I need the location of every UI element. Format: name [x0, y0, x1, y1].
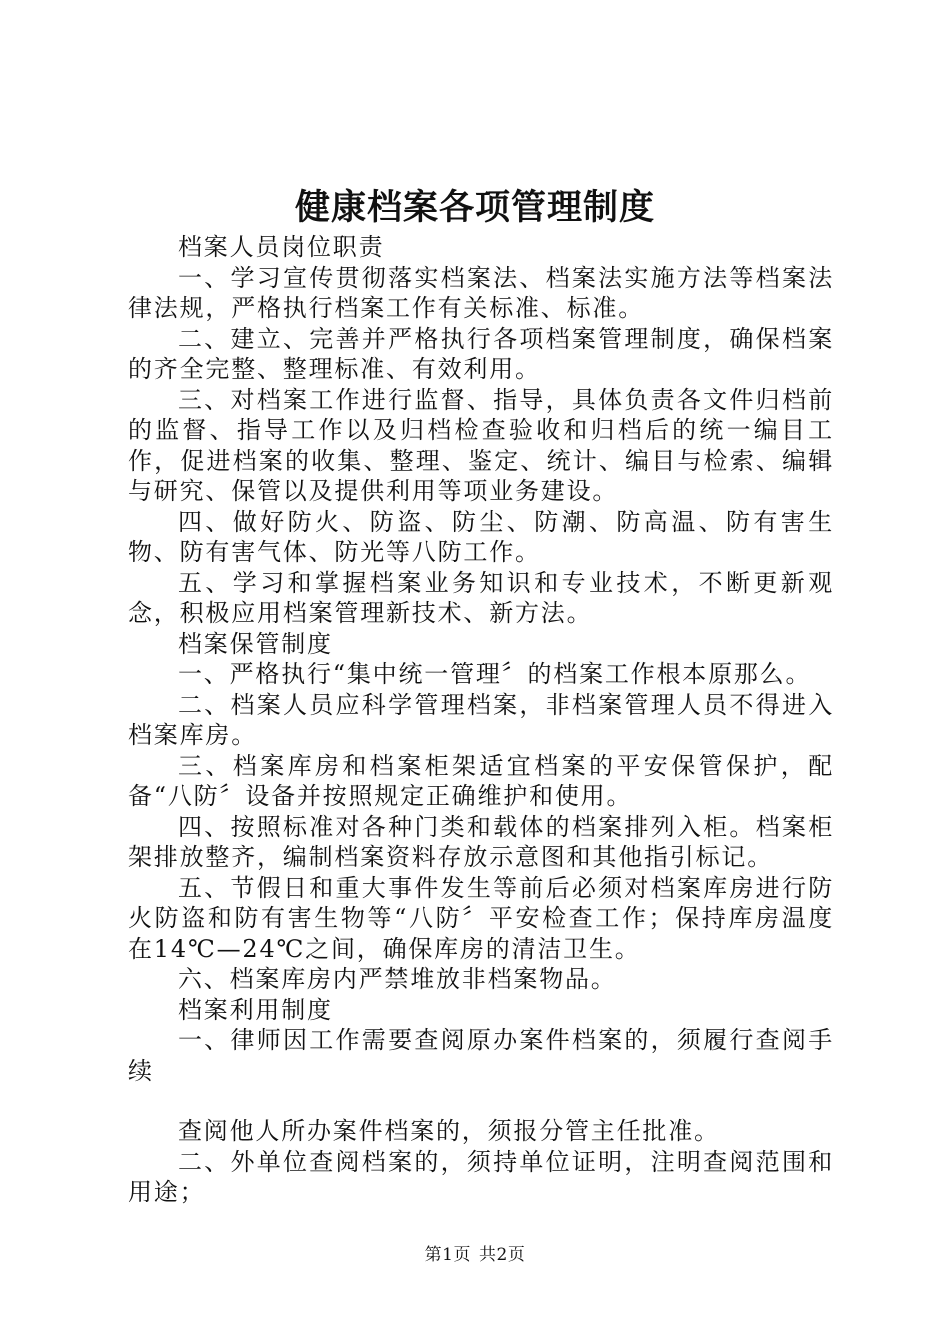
document-title: 健康档案各项管理制度	[294, 187, 655, 228]
paragraph: 二、档案人员应科学管理档案，非档案管理人员不得进入档案库房。	[128, 690, 834, 749]
section-heading: 档案保管制度	[178, 629, 333, 658]
paragraph: 三、对档案工作进行监督、指导，具体负责各文件归档前的监督、指导工作以及归档检查验收和归档后的统一编目工作，促进档案的收集、整理、鉴定、统计、编目与检索、编辑与研究、保管以及提供利用等项业务建设。	[128, 385, 834, 505]
paragraph: 一、律师因工作需要查阅原办案件档案的，须履行查阅手续	[128, 1026, 834, 1085]
page-number: 第1页	[424, 1245, 471, 1265]
paragraph: 一、学习宣传贯彻落实档案法、档案法实施方法等档案法律法规，严格执行档案工作有关标准、标准。	[128, 263, 834, 322]
section-heading: 档案利用制度	[178, 995, 333, 1024]
paragraph: 一、严格执行“集中统一管理〞的档案工作根本原那么。	[178, 660, 812, 688]
document-body	[128, 232, 834, 1208]
page-total: 共2页	[479, 1245, 526, 1265]
paragraph: 查阅他人所办案件档案的，须报分管主任批准。	[178, 1117, 720, 1145]
page-footer	[0, 1243, 950, 1267]
paragraph: 三、档案库房和档案柜架适宜档案的平安保管保护，配备“八防〞设备并按照规定正确维护和使用。	[128, 751, 834, 810]
section-heading: 档案人员岗位职责	[178, 233, 385, 261]
paragraph: 四、按照标准对各种门类和载体的档案排列入柜。档案柜架排放整齐，编制档案资料存放示意图和其他指引标记。	[128, 812, 834, 871]
paragraph: 四、做好防火、防盗、防尘、防潮、防高温、防有害生物、防有害气体、防光等八防工作。	[128, 507, 834, 566]
paragraph: 六、档案库房内严禁堆放非档案物品。	[178, 965, 617, 993]
paragraph: 五、学习和掌握档案业务知识和专业技术，不断更新观念，积极应用档案管理新技术、新方法。	[128, 568, 834, 627]
paragraph: 五、节假日和重大事件发生等前后必须对档案库房进行防火防盗和防有害生物等“八防〞平安检查工作；保持库房温度在14℃—24℃之间，确保库房的清洁卫生。	[128, 873, 834, 963]
paragraph: 二、建立、完善并严格执行各项档案管理制度，确保档案的齐全完整、整理标准、有效利用。	[128, 324, 834, 383]
paragraph: 二、外单位查阅档案的，须持单位证明，注明查阅范围和用途；	[128, 1147, 834, 1206]
